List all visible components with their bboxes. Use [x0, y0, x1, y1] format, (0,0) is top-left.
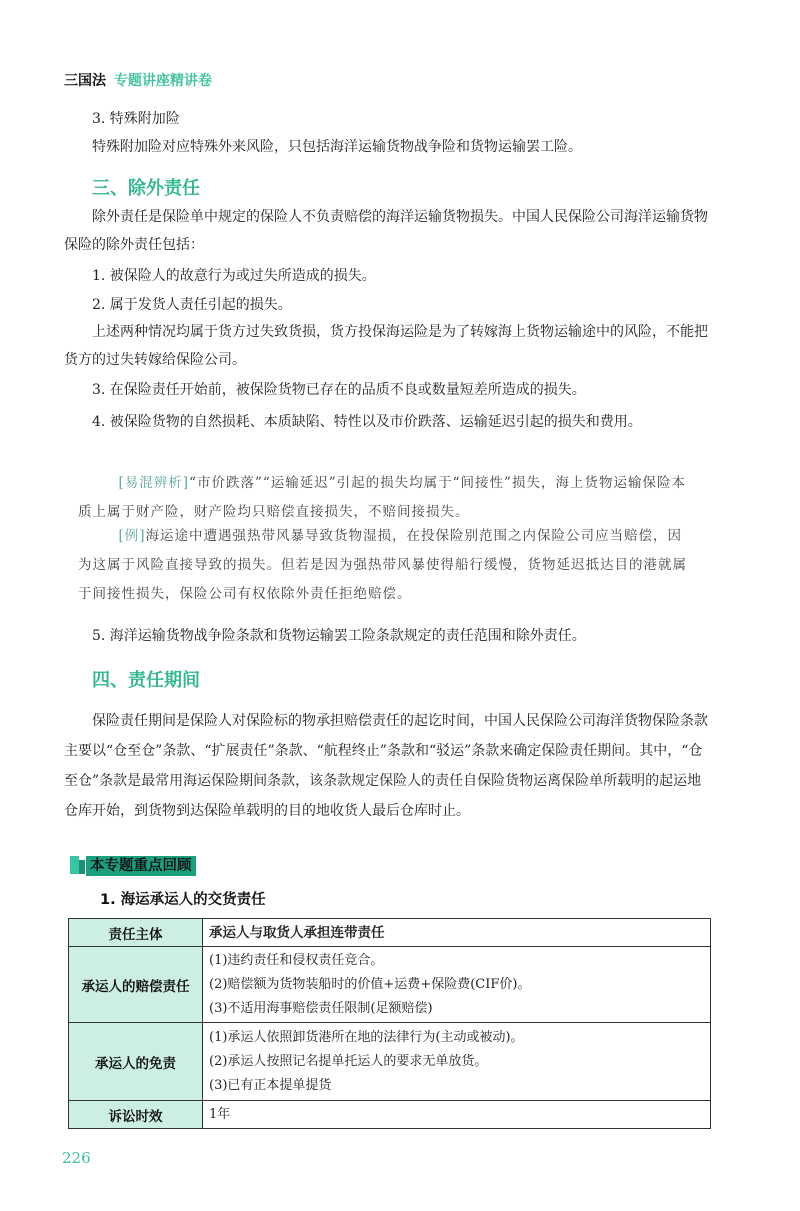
review-table	[68, 918, 711, 1129]
note-example-tag: [例]	[118, 528, 146, 544]
note-confusion	[78, 469, 696, 527]
review-banner-label: 本专题重点回顾	[86, 856, 196, 876]
row-content	[203, 919, 711, 947]
section-title-period: 四、责任期间	[92, 670, 200, 691]
content-line: 承运人与取货人承担连带责任	[209, 924, 385, 941]
exclusions-intro: 除外责任是保险单中规定的保险人不负责赔偿的海洋运输货物损失。中国人民保险公司海洋运输货物保险的除外责任包括：	[64, 209, 708, 253]
row-header: 责任主体	[69, 919, 203, 947]
row-header: 承运人的赔偿责任	[69, 947, 203, 1023]
content-line: 1年	[209, 1106, 231, 1122]
period-body: 保险责任期间是保险人对保险标的物承担赔偿责任的起讫时间，中国人民保险公司海洋货物保险条款主要以“仓至仓”条款、“扩展责任”条款、“航程终止”条款和“驳运”条款来确定保险责任期间。其中，“仓至仓”条款是最常用海运保险期间条款，该条款规定保险人的责任自保险货物运离保险单所载明的起运地仓库开始，到货物到达保险单载明的目的地收货人最后仓库时止。	[64, 713, 708, 819]
page-number: 226	[62, 1149, 91, 1167]
table-row	[69, 947, 711, 1023]
section-title-exclusions: 三、除外责任	[92, 178, 200, 199]
row-header: 诉讼时效	[69, 1101, 203, 1129]
exclusion-item-2: 2. 属于发货人责任引起的损失。	[92, 297, 292, 313]
note-example	[78, 522, 696, 609]
table-row	[69, 1101, 711, 1129]
exclusion-item-4: 4. 被保险货物的自然损耗、本质缺陷、特性以及市价跌落、运输延迟引起的损失和费用。	[92, 414, 642, 430]
note-confusion-text: “市价跌落”“运输延迟”引起的损失均属于“间接性”损失，海上货物运输保险本质上属于财产险，财产险均只赔偿直接损失，不赔间接损失。	[78, 475, 686, 520]
book-title: 三国法	[64, 73, 106, 89]
content-line: (2)赔偿额为货物装船时的价值+运费+保险费(CIF价)。	[209, 976, 531, 992]
row-header: 承运人的免责	[69, 1023, 203, 1101]
content-line: (2)承运人按照记名提单托运人的要求无单放货。	[209, 1053, 488, 1069]
banner-square-icon-dark	[79, 860, 85, 874]
banner-square-icon	[70, 856, 79, 874]
exclusion-item-3: 3. 在保险责任开始前，被保险货物已存在的品质不良或数量短差所造成的损失。	[92, 382, 586, 398]
content-line: (3)不适用海事赔偿责任限制(足额赔偿)	[209, 1000, 433, 1016]
row-content	[203, 1101, 711, 1129]
exclusion-item-1: 1. 被保险人的故意行为或过失所造成的损失。	[92, 268, 376, 284]
note-confusion-tag: [易混辨析]	[118, 475, 190, 491]
running-header	[64, 70, 212, 90]
row-content	[203, 947, 711, 1023]
special-body: 特殊附加险对应特殊外来风险，只包括海洋运输货物战争险和货物运输罢工险。	[92, 139, 582, 155]
note-example-text: 海运途中遭遇强热带风暴导致货物湿损，在投保险别范围之内保险公司应当赔偿，因为这属于风险直接导致的损失。但若是因为强热带风暴使得船行缓慢，货物延迟抵达目的港就属于间接性损失，保险公司有权依除外责任拒绝赔偿。	[78, 528, 687, 602]
exclusions-explain: 上述两种情况均属于货方过失致货损，货方投保海运险是为了转嫁海上货物运输途中的风险，不能把货方的过失转嫁给保险公司。	[64, 324, 708, 368]
table-row	[69, 1023, 711, 1101]
content-line: (1)承运人依照卸货港所在地的法律行为(主动或被动)。	[209, 1029, 524, 1045]
table-row	[69, 919, 711, 947]
series-title: 专题讲座精讲卷	[114, 73, 212, 89]
content-line: (3)已有正本提单提货	[209, 1077, 332, 1093]
review-subtitle: 1. 海运承运人的交货责任	[100, 892, 266, 908]
content-line: (1)违约责任和侵权责任竞合。	[209, 952, 384, 968]
exclusion-item-5: 5. 海洋运输货物战争险条款和货物运输罢工险条款规定的责任范围和除外责任。	[92, 628, 586, 644]
row-content	[203, 1023, 711, 1101]
special-heading: 3. 特殊附加险	[92, 111, 180, 127]
